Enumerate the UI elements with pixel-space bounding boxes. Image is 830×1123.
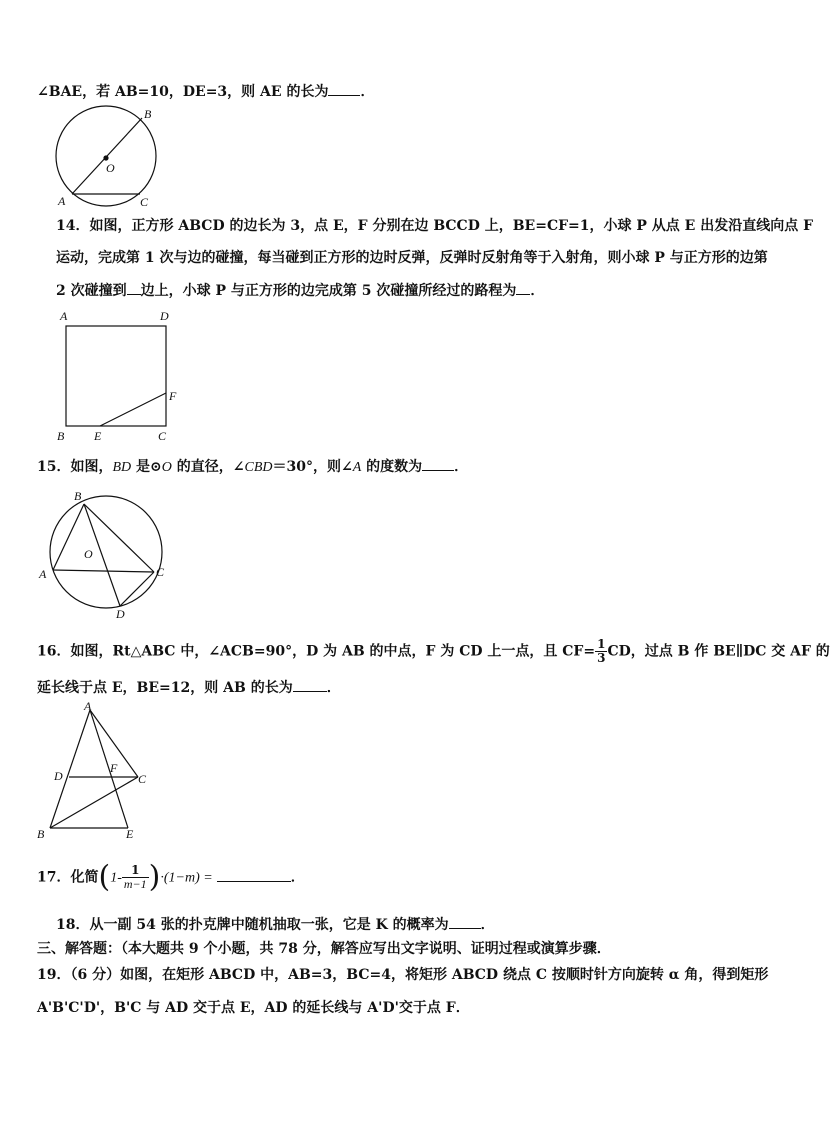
- fig14-square: [66, 326, 166, 426]
- q15-a: A: [352, 460, 362, 475]
- q15-end: ．: [454, 459, 469, 475]
- fig16-label-e: E: [126, 827, 134, 841]
- q15-prefix: 15．如图，: [37, 459, 113, 475]
- q17-end: ．: [290, 869, 305, 886]
- q17-answer-blank[interactable]: [217, 867, 291, 882]
- q15-cbd: CBD: [244, 460, 273, 475]
- q13-text: [37, 81, 374, 102]
- fig14-label-c: C: [158, 429, 167, 443]
- q14-line3-start: 2 次碰撞到: [56, 283, 127, 299]
- q15-answer-blank[interactable]: [422, 456, 454, 471]
- fig13-label-c: C: [140, 195, 149, 209]
- fig15-label-d: D: [116, 607, 125, 621]
- fig14-label-b: B: [57, 429, 65, 443]
- q18-answer-blank[interactable]: [449, 914, 481, 929]
- q15-mid3: ＝30°，则∠: [272, 459, 353, 475]
- q16-line1-end: CD，过点 B 作 BE∥DC 交 AF 的: [607, 643, 830, 660]
- fig15-circle: [50, 496, 162, 608]
- fig16-label-b: B: [37, 827, 45, 841]
- q17-frac-den: m−1: [123, 877, 147, 891]
- q16-fraction: [595, 638, 607, 665]
- fig15-label-c: C: [156, 565, 165, 579]
- fig16-label-a: A: [84, 699, 92, 713]
- fig15-ac: [53, 570, 154, 572]
- q13-body: ∠BAE，若 AB=10，DE=3，则 AE 的长为: [37, 84, 329, 100]
- fig13-label-a: A: [58, 194, 66, 208]
- q17-fraction: [122, 864, 149, 891]
- fig16-label-d: D: [54, 769, 63, 783]
- fig15-bc: [84, 504, 154, 572]
- figure-16-triangle: [34, 700, 158, 842]
- q15-mid2: 的直径，∠: [171, 459, 245, 475]
- fig15-ab: [53, 504, 84, 570]
- q15-mid1: 是⊙: [131, 459, 162, 475]
- q18-text: [56, 914, 495, 935]
- q18-body: 18．从一副 54 张的扑克牌中随机抽取一张，它是 K 的概率为: [56, 917, 449, 933]
- q17-text: [37, 859, 305, 895]
- figure-15-circle: [36, 484, 172, 620]
- fig16-label-c: C: [138, 772, 147, 786]
- q17-left-paren: (: [98, 859, 111, 895]
- q16-frac-den: 3: [597, 651, 606, 665]
- q14-line1: 14．如图，正方形 ABCD 的边长为 3，点 E，F 分别在边 BCCD 上，BE=CF=1，小球 P 从点 E 出发沿直线向点 F: [56, 218, 814, 234]
- fig14-path-ef: [100, 393, 166, 426]
- q19-line2: A'B'C'D'，B'C 与 AD 交于点 E，AD 的延长线与 A'D'交于点 F．: [37, 1000, 470, 1016]
- fig13-label-o: O: [106, 161, 115, 175]
- fig14-label-a: A: [60, 309, 68, 323]
- fig15-label-b: B: [74, 489, 82, 503]
- fig16-bc: [50, 777, 138, 828]
- q16-line1: [37, 638, 830, 665]
- q16-answer-blank[interactable]: [293, 677, 327, 692]
- q16-end: ．: [326, 680, 341, 696]
- q14-answer-blank-2[interactable]: [516, 280, 530, 295]
- fig16-ae: [90, 710, 128, 828]
- q19-line1: 19．（6 分）如图，在矩形 ABCD 中，AB=3，BC=4，将矩形 ABCD 绕点 C 按顺时针方向旋转 α 角，得到矩形: [37, 967, 769, 983]
- q16-frac-num: 1: [597, 637, 606, 651]
- fig15-cd: [120, 572, 154, 606]
- q13-end: ．: [360, 84, 375, 100]
- fig14-label-e: E: [94, 429, 102, 443]
- figure-14-square: [52, 306, 182, 444]
- fig14-label-f: F: [169, 389, 177, 403]
- q16-line1-start: 16．如图，Rt△ABC 中，∠ACB=90°，D 为 AB 的中点，F 为 CD 上一点，且 CF=: [37, 643, 596, 660]
- q15-text: [37, 456, 468, 478]
- q17-right-paren: ): [148, 859, 161, 895]
- q13-answer-blank[interactable]: [328, 81, 360, 96]
- figure-13-circle: [52, 106, 164, 208]
- fig15-label-o: O: [84, 547, 93, 561]
- q16-line2-body: 延长线于点 E，BE=12，则 AB 的长为: [37, 680, 293, 696]
- q15-o: O: [161, 460, 172, 475]
- q17-prefix: 17．化简: [37, 869, 99, 886]
- q16-line2: [37, 677, 341, 698]
- q17-tail: (1−m) =: [163, 870, 213, 886]
- q14-line3: [56, 280, 544, 301]
- q17-one-minus: 1-: [110, 870, 122, 886]
- q17-dot: ·: [160, 870, 164, 886]
- q18-end: ．: [480, 917, 495, 933]
- fig14-label-d: D: [160, 309, 169, 323]
- fig13-center-dot: [103, 155, 108, 160]
- fig13-label-b: B: [144, 107, 152, 121]
- fig16-label-f: F: [110, 761, 118, 775]
- fig15-label-a: A: [39, 567, 47, 581]
- q14-line3-end: ．: [530, 283, 545, 299]
- q17-frac-num: 1: [122, 864, 149, 878]
- section-3-heading: 三、解答题：（本大题共 9 个小题，共 78 分，解答应写出文字说明、证明过程或演算步骤．: [37, 941, 611, 957]
- q15-bd: BD: [112, 460, 132, 475]
- q15-mid4: 的度数为: [361, 459, 423, 475]
- q14-line2: 运动，完成第 1 次与边的碰撞，每当碰到正方形的边时反弹，反弹时反射角等于入射角，则小球 P 与正方形的边第: [56, 250, 768, 266]
- q14-line3-mid: 边上，小球 P 与正方形的边完成第 5 次碰撞所经过的路程为: [140, 283, 517, 299]
- q14-answer-blank-1[interactable]: [127, 280, 141, 295]
